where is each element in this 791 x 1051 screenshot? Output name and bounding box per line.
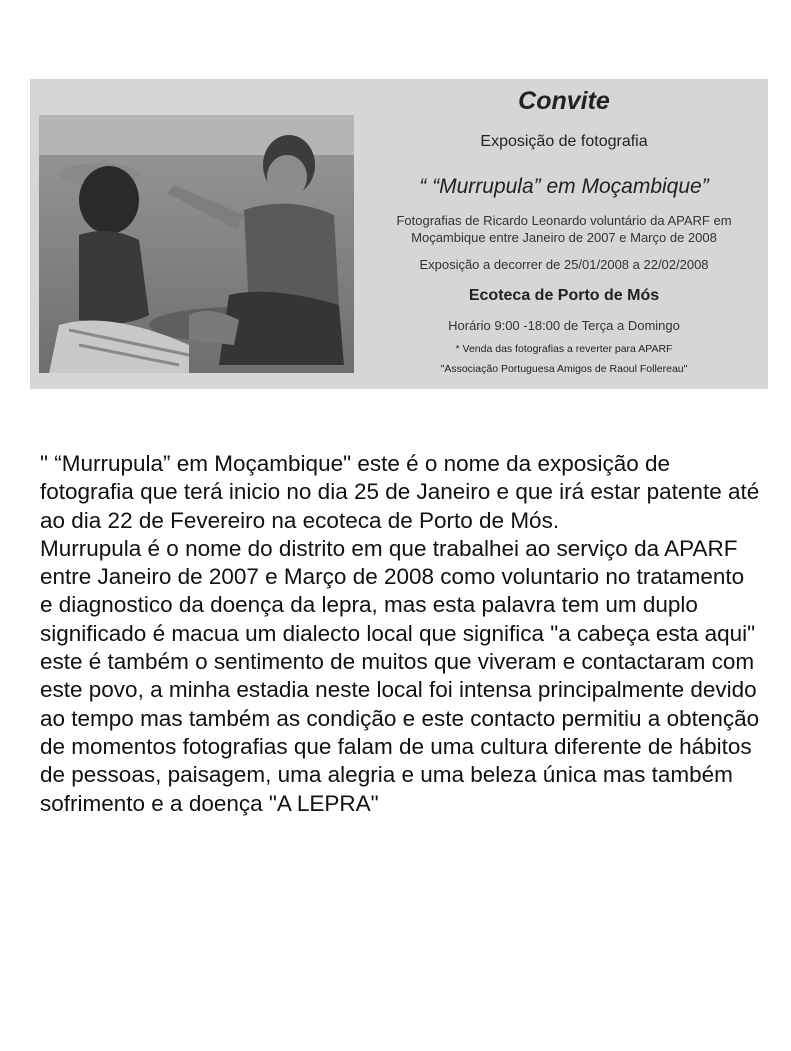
- exhibition-photo: [39, 115, 354, 373]
- opening-hours: Horário 9:00 -18:00 de Terça a Domingo: [448, 318, 680, 333]
- association-name: "Associação Portuguesa Amigos de Raoul Follereau": [440, 363, 688, 375]
- invitation-title: Convite: [518, 87, 610, 115]
- invitation-details: [360, 79, 768, 389]
- photo-illustration: [39, 115, 354, 373]
- description-paragraph-1: " “Murrupula” em Moçambique" este é o nome da exposição de fotografia que terá inicio no dia 25 de Janeiro e que irá estar patente até ao dia 22 de Fevereiro na ecoteca de Porto de Mós.: [40, 451, 760, 533]
- invitation-banner: [30, 79, 768, 389]
- description-paragraph-2: Murrupula é o nome do distrito em que trabalhei ao serviço da APARF entre Janeiro de 2007 e Março de 2008 como voluntario no tratamento e diagnostico da doença da lepra, mas esta palavra tem um duplo significado é macua um dialecto local que significa "a cabeça esta aqui" este é também o sentimento de muitos que viveram e contactaram com este povo, a minha estadia neste local foi intensa principalmente devido ao tempo mas também as condição e este contacto permitiu a obtenção de momentos fotografias que falam de uma cultura diferente de hábitos de pessoas, paisagem, uma alegria e uma beleza única mas também sofrimento e a doença "A LEPRA": [40, 535, 760, 816]
- venue-name: Ecoteca de Porto de Mós: [468, 287, 660, 304]
- exhibition-dates: Exposição a decorrer de 25/01/2008 a 22/02/2008: [419, 257, 709, 272]
- sale-note: * Venda das fotografias a reverter para APARF: [455, 343, 673, 355]
- exhibit-name: “ “Murrupula” em Moçambique”: [419, 175, 709, 198]
- invitation-subtitle: Exposição de fotografia: [480, 133, 648, 150]
- description-text: [40, 450, 760, 818]
- photo-credit: Fotografias de Ricardo Leonardo voluntário da APARF em Moçambique entre Janeiro de 2007 e Março de 2008: [396, 213, 732, 245]
